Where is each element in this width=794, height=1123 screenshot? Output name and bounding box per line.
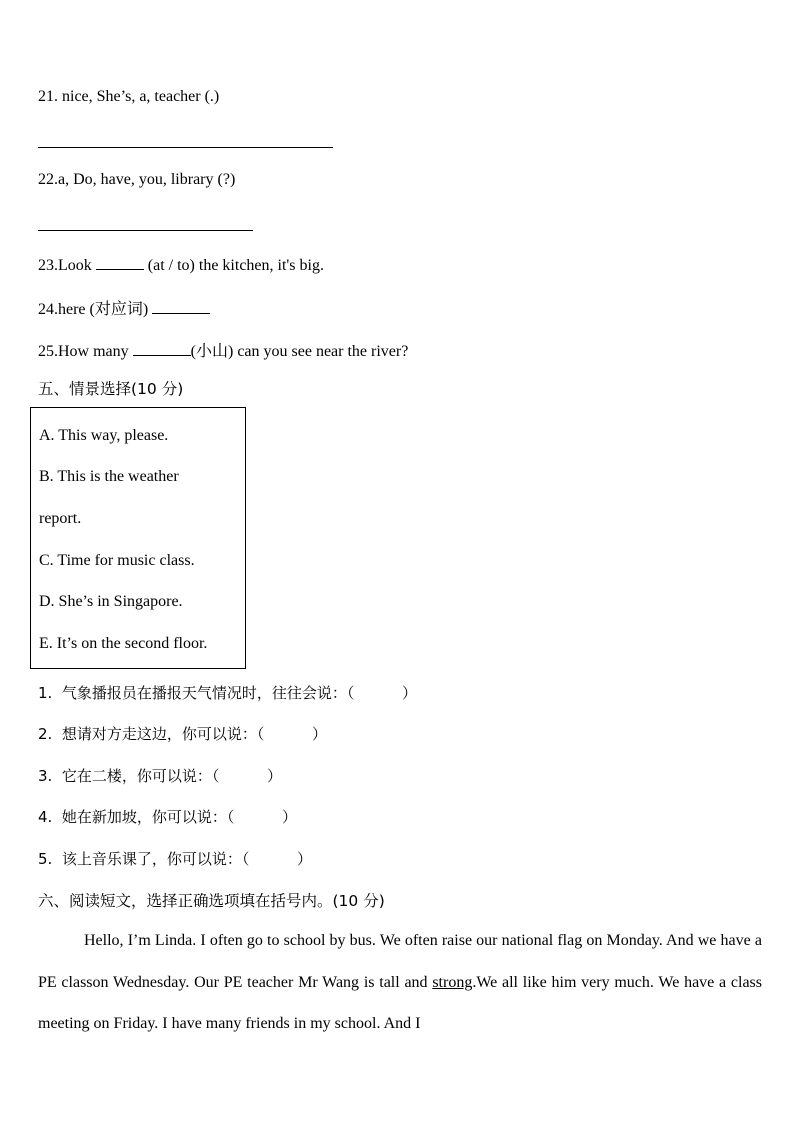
- question-23: [38, 255, 324, 275]
- section-5-item-1: 1. 气象播报员在播报天气情况时，往往会说：（ ）: [38, 684, 418, 702]
- question-number: 24: [38, 301, 54, 318]
- section-6-title: 六、阅读短文，选择正确选项填在括号内。(10 分): [38, 892, 385, 910]
- question-21: [38, 88, 219, 106]
- question-text-before: .Look: [54, 257, 96, 274]
- section-5-item-3: 3. 它在二楼，你可以说：（ ）: [38, 767, 283, 785]
- passage-text-continued: .We all like him very much. We have a class meeting on Friday. I have many friends in my school. And I: [38, 973, 763, 1032]
- question-number: 22: [38, 171, 54, 188]
- option-d: D. She’s in Singapore.: [39, 593, 183, 610]
- question-25: [38, 338, 408, 361]
- passage-text: Hello, I’m Linda. I often go to school by bus. We often raise our national flag on Monday. And we have a PE classon Wednesday. Our PE teacher Mr Wang is tall and: [38, 932, 762, 991]
- passage-underlined-word: strong: [432, 973, 473, 991]
- answer-blank-24[interactable]: [152, 299, 210, 314]
- question-number: 25: [38, 343, 54, 360]
- question-22: [38, 171, 235, 189]
- question-text-after: (小山) can you see near the river?: [190, 343, 409, 360]
- answer-blank-25[interactable]: [133, 341, 191, 356]
- section-5-item-4: 4. 她在新加坡，你可以说：（ ）: [38, 808, 298, 826]
- section-5-item-5: 5. 该上音乐课了，你可以说：（ ）: [38, 850, 313, 868]
- answer-line-22[interactable]: [38, 230, 253, 231]
- question-text-after: (at / to) the kitchen, it's big.: [143, 257, 324, 274]
- answer-line-21[interactable]: [38, 147, 333, 148]
- options-box: [30, 407, 246, 669]
- question-24: [38, 296, 210, 319]
- reading-passage: [38, 920, 762, 1045]
- question-number: 21: [38, 88, 54, 105]
- option-b: B. This is the weather: [39, 468, 179, 485]
- option-b-continued: report.: [39, 510, 82, 527]
- question-text: . nice, She’s, a, teacher (.): [54, 88, 220, 105]
- section-5-item-2: 2. 想请对方走这边，你可以说：（ ）: [38, 725, 328, 743]
- question-number: 23: [38, 257, 54, 274]
- option-a: A. This way, please.: [39, 427, 169, 444]
- question-text-before: .here (对应词): [54, 301, 153, 318]
- question-text-before: .How many: [54, 343, 133, 360]
- section-5-title: 五、情景选择(10 分): [38, 380, 184, 398]
- question-text: .a, Do, have, you, library (?): [54, 171, 236, 188]
- option-e: E. It’s on the second floor.: [39, 635, 208, 652]
- answer-blank-23[interactable]: [96, 255, 144, 270]
- option-c: C. Time for music class.: [39, 552, 195, 569]
